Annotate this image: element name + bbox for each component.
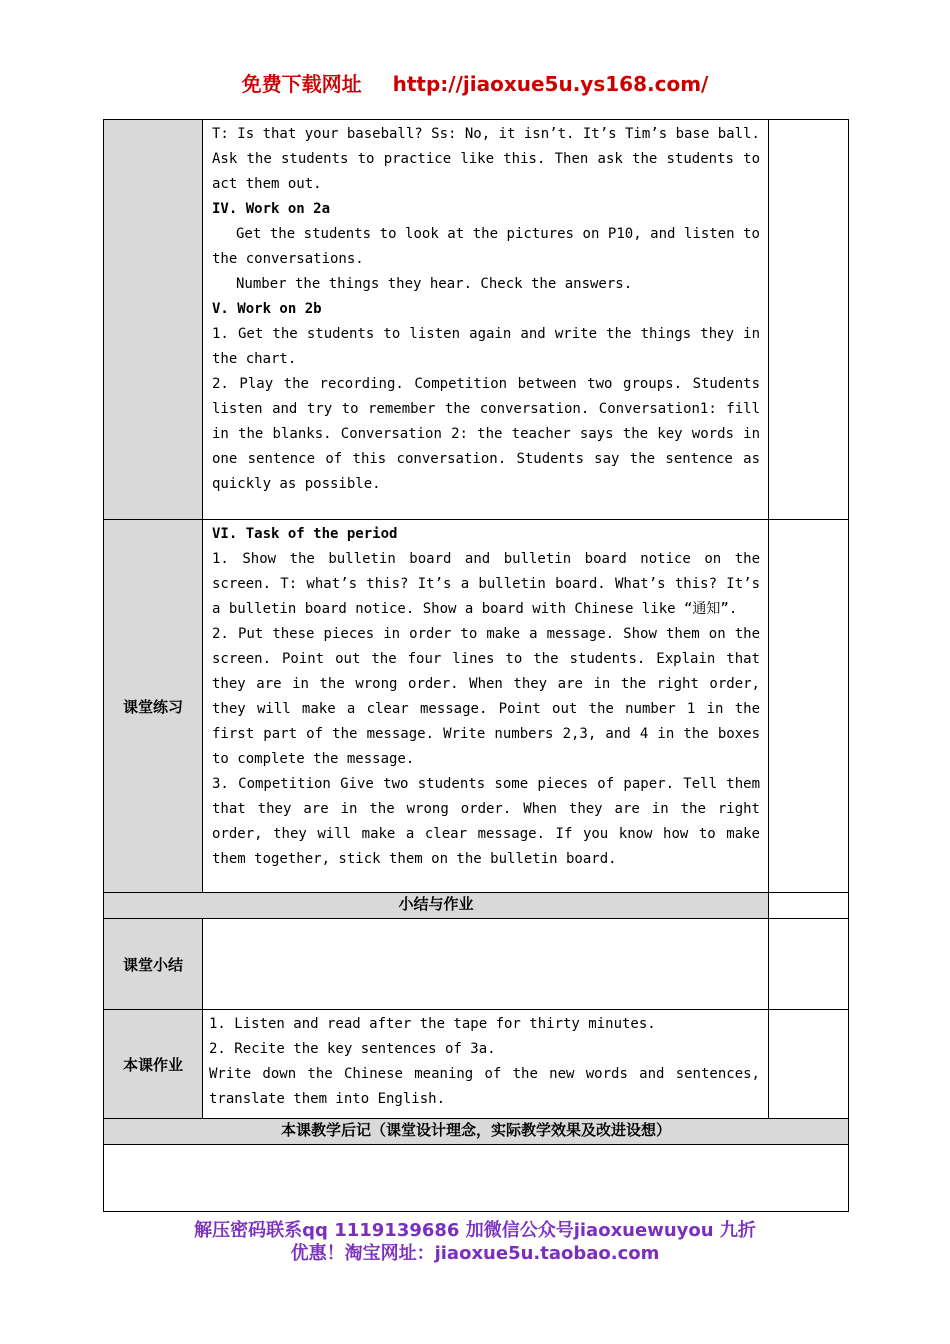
notes-cell	[769, 120, 849, 520]
section-5-line-2: 2. Play the recording. Competition between two groups. Students listen and try to remember the conversation. Conversation1: fill in the blanks. Conversation 2: the teacher says the key words in one sentence of this conversation. Students say the sentence as quickly as possible.	[212, 376, 760, 492]
header-url[interactable]: http://jiaoxue5u.ys168.com/	[392, 72, 709, 96]
section-4-title: IV. Work on 2a	[212, 201, 331, 217]
summary-header-row	[104, 893, 849, 919]
procedure-label-cell	[104, 120, 203, 520]
homework-label: 本课作业	[104, 1010, 203, 1119]
header-download-link[interactable]	[0, 68, 950, 97]
notes-cell	[769, 520, 849, 893]
reflection-row	[104, 1145, 849, 1212]
lesson-plan-table	[103, 119, 849, 1212]
practice-instruction: Ask the students to practice like this. Then ask the students to act them out.	[212, 151, 760, 192]
footer-contact	[0, 1219, 950, 1265]
class-summary-content	[203, 919, 769, 1010]
practice-title: VI. Task of the period	[212, 526, 398, 542]
dialogue-line: T: Is that your baseball? Ss: No, it isn’t. It’s Tim’s base ball.	[212, 126, 760, 142]
summary-section-title: 小结与作业	[104, 893, 769, 919]
notes-cell	[769, 919, 849, 1010]
reflection-title: 本课教学后记（课堂设计理念，实际教学效果及改进设想）	[104, 1119, 849, 1145]
footer-line-1: 解压密码联系qq 1119139686 加微信公众号jiaoxuewuyou 九折	[194, 1220, 756, 1241]
notes-cell	[769, 893, 849, 919]
practice-content	[203, 520, 769, 893]
reflection-content	[104, 1145, 849, 1212]
homework-line-3: Write down the Chinese meaning of the new words and sentences, translate them into English.	[209, 1066, 760, 1107]
reflection-header-row	[104, 1119, 849, 1145]
homework-content	[203, 1010, 769, 1119]
class-summary-label: 课堂小结	[104, 919, 203, 1010]
procedure-content	[203, 120, 769, 520]
practice-item-3: 3. Competition Give two students some pieces of paper. Tell them that they are in the wrong order. When they are in the right order, they will make a clear message. If you know how to make them together, stick them on the bulletin board.	[212, 776, 760, 867]
homework-row	[104, 1010, 849, 1119]
practice-item-1: 1. Show the bulletin board and bulletin board notice on the screen. T: what’s this? It’s a bulletin board. What’s this? It’s a bulletin board notice. Show a board with Chinese like “通知”.	[212, 551, 760, 617]
practice-row	[104, 520, 849, 893]
footer-line-2[interactable]: 优惠！淘宝网址：jiaoxue5u.taobao.com	[290, 1243, 660, 1264]
homework-line-1: 1. Listen and read after the tape for thirty minutes.	[209, 1016, 656, 1032]
header-label: 免费下载网址	[241, 72, 362, 96]
notes-cell	[769, 1010, 849, 1119]
practice-label: 课堂练习	[104, 520, 203, 893]
section-5-title: V. Work on 2b	[212, 301, 322, 317]
class-summary-row	[104, 919, 849, 1010]
procedure-row	[104, 120, 849, 520]
practice-item-2: 2. Put these pieces in order to make a message. Show them on the screen. Point out the four lines to the students. Explain that they are in the wrong order. When they are in the right order, they will make a clear message. Point out the number 1 in the first part of the message. Write numbers 2,3, and 4 in the boxes to complete the message.	[212, 626, 760, 767]
section-5-line-1: 1. Get the students to listen again and write the things they in the chart.	[212, 326, 760, 367]
section-4-line-1: Get the students to look at the pictures on P10, and listen to the conversations.	[212, 226, 760, 267]
homework-line-2: 2. Recite the key sentences of 3a.	[209, 1041, 496, 1057]
section-4-line-2: Number the things they hear. Check the answers.	[236, 276, 633, 292]
